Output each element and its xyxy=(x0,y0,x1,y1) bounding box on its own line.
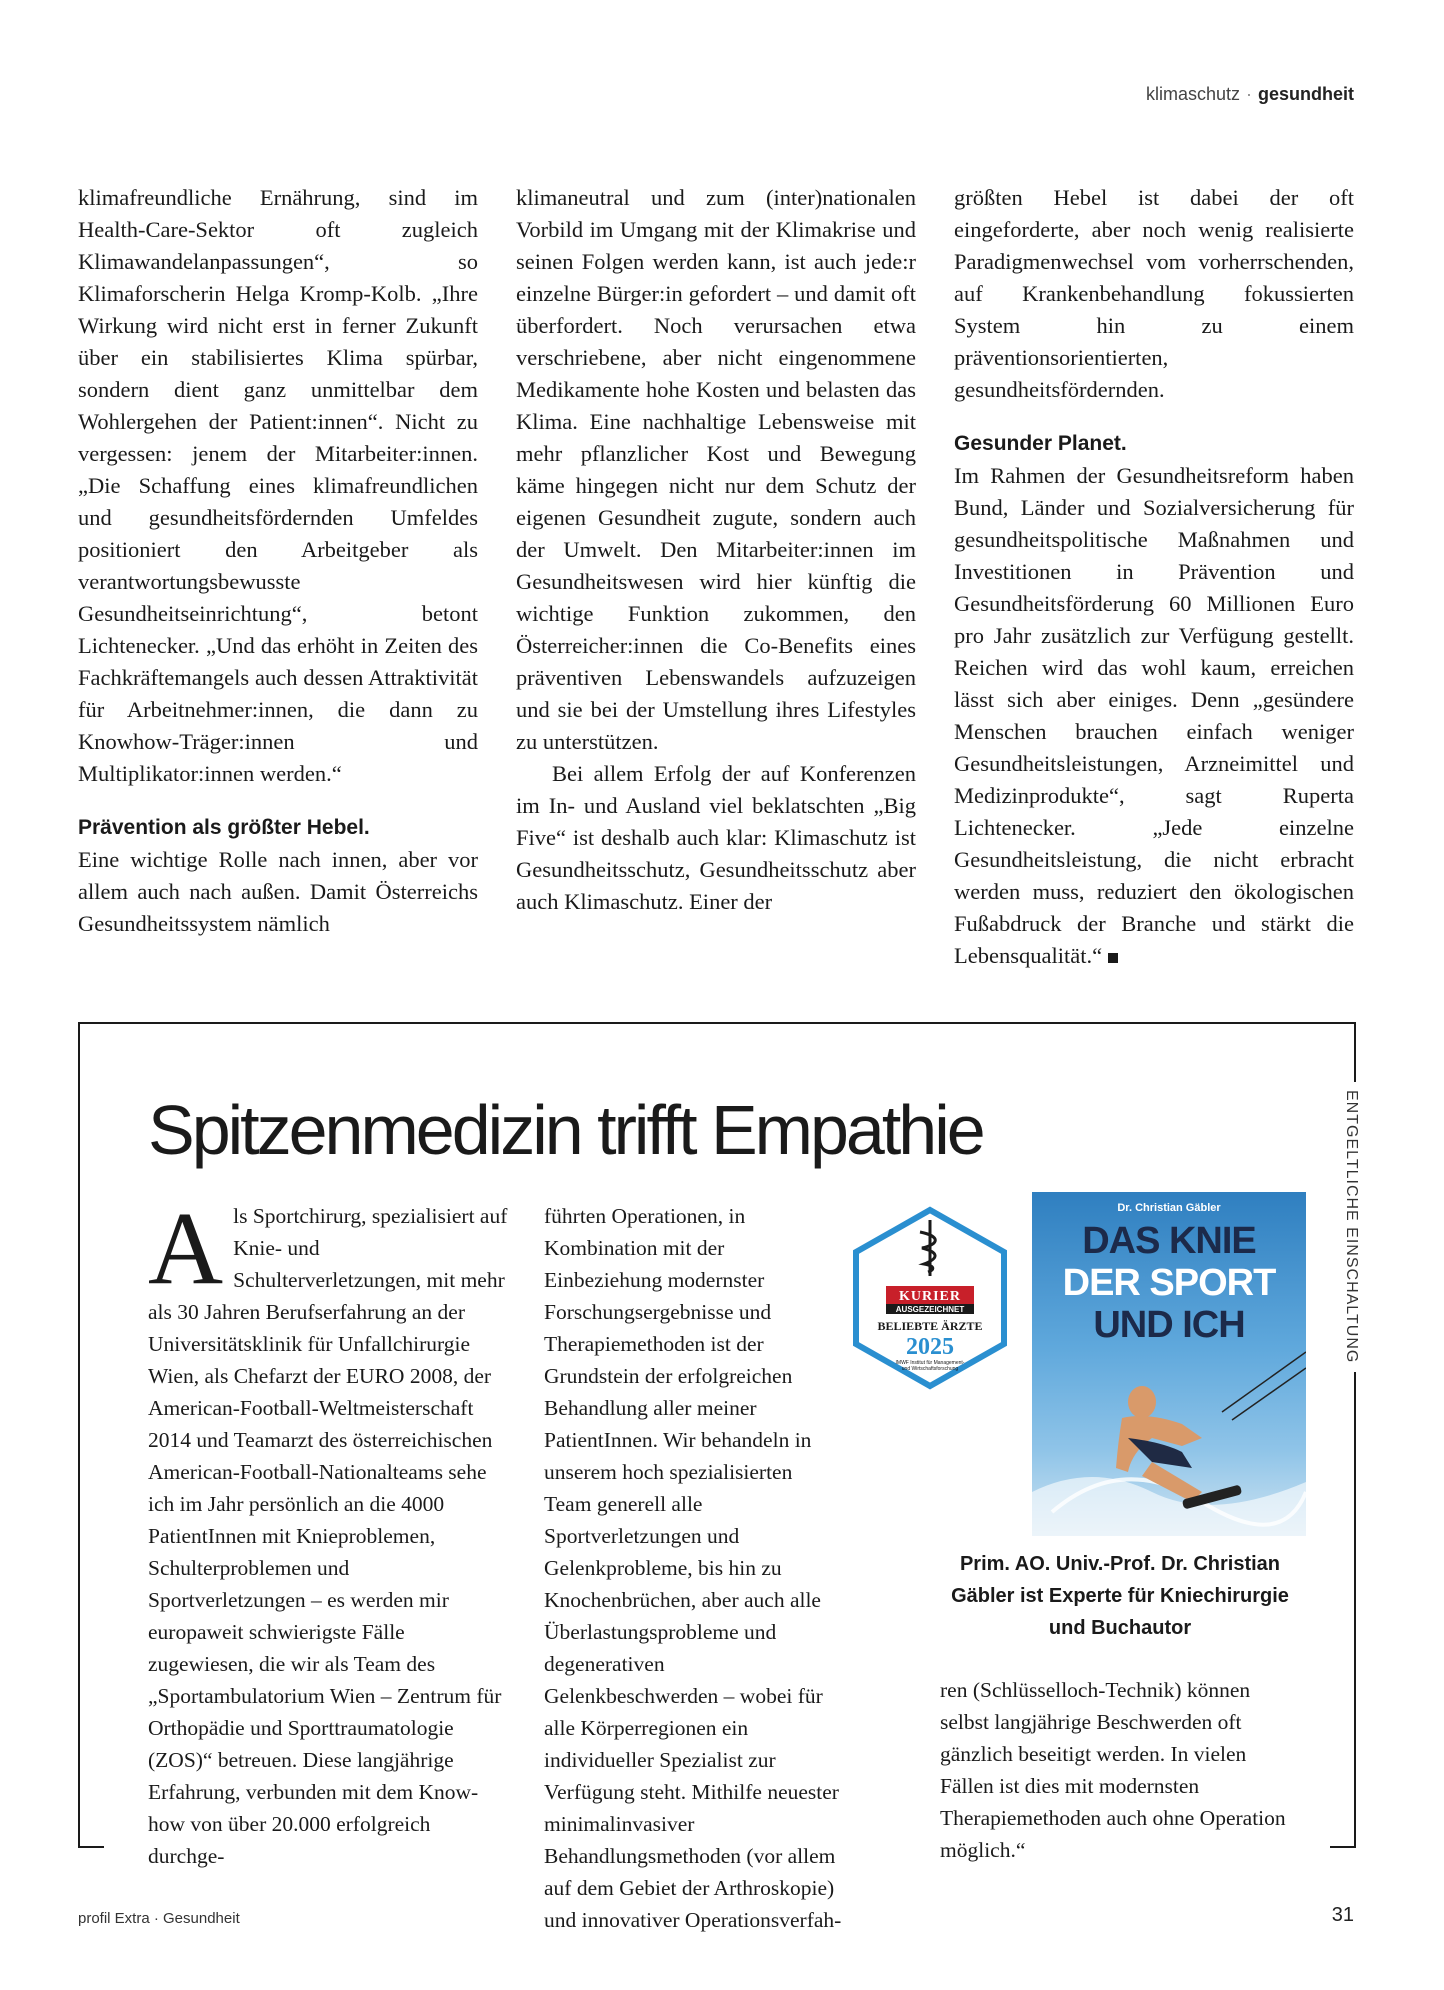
header-separator: · xyxy=(1245,84,1252,104)
ad-frame-left xyxy=(78,1022,80,1846)
image-caption: Prim. AO. Univ.-Prof. Dr. Christian Gäbler ist Experte für Kniechirurgie und Buchautor xyxy=(951,1553,1289,1639)
paragraph: Bei allem Erfolg der auf Konferenzen im In- und Ausland viel beklatschten „Big Five“ ist deshalb auch klar: Klimaschutz ist Gesundheitsschutz, Gesundheitsschutz aber auch Klimaschutz. Einer der xyxy=(516,761,916,914)
book-title-line-3: UND ICH xyxy=(1093,1304,1245,1346)
article-column-1 xyxy=(78,182,478,940)
badge-small-1: IMWF Institut für Management- xyxy=(895,1360,965,1366)
ad-paragraph xyxy=(148,1191,508,1872)
badge-year: 2025 xyxy=(906,1334,954,1360)
ad-frame-right-bottom xyxy=(1354,1372,1356,1846)
ad-disclosure-label: ENTGELTLICHE EINSCHALTUNG xyxy=(1343,1090,1360,1364)
drop-cap: A xyxy=(148,1191,224,1306)
subheading: Gesunder Planet. xyxy=(954,432,1127,455)
paragraph: klimafreundliche Ernährung, sind im Health-Care-Sektor oft zugleich Klimawandelanpassungen“, so Klimaforscherin Helga Kromp-Kolb. „Ihre Wirkung wird nicht erst in ferner Zukunft über ein stabilisiertes Klima spürbar, sondern dient ganz unmittelbar dem Wohlergehen der Patient:innen“. Nicht zu vergessen: jenem der Mitarbeiter:innen. „Die Schaffung eines klimafreundlichen und gesundheitsfördernden Umfeldes positioniert den Arbeitgeber als verantwortungsbewusste Gesundheitseinrichtung“, betont Lichtenecker. „Und das erhöht in Zeiten des Fachkräftemangels auch dessen Attraktivität für Arbeitnehmer:innen, die dann zu Knowhow-Träger:innen und Multiplikator:innen werden.“ xyxy=(78,185,478,786)
article-column-2 xyxy=(516,182,916,918)
ad-frame-right-top xyxy=(1354,1022,1356,1082)
header-topic: gesundheit xyxy=(1257,84,1354,104)
paragraph-text: Im Rahmen der Gesundheitsreform haben Bund, Länder und Sozialversicherung für gesundheitspolitische Maßnahmen und Investitionen in Prävention und Gesundheitsförderung 60 Millionen Euro pro Jahr zusätzlich zur Verfügung gestellt. Reichen wird das wohl kaum, erreichen lässt sich aber einiges. Denn „gesündere Menschen brauchen einfach weniger Gesundheitsleistungen, Arzneimittel und Medizinprodukte“, sagt Ruperta Lichtenecker. „Jede einzelne Gesundheitsleistung, die nicht erbracht werden muss, reduziert den ökologischen Fußabdruck der Branche und stärkt die Lebensqualität.“ xyxy=(954,463,1354,968)
footer-publication: profil Extra · Gesundheit xyxy=(78,1910,240,1927)
subheading: Prävention als größter Hebel. xyxy=(78,816,370,839)
article-column-3 xyxy=(954,182,1354,972)
ad-frame-bottom-left xyxy=(78,1846,104,1848)
paragraph: klimaneutral und zum (inter)nationalen Vorbild im Umgang mit der Klimakrise und seinen Folgen werden kann, ist auch jede:r einzelne Bürger:in gefordert – und damit oft überfordert. Noch verursachen etwa verschriebene, aber nicht eingenommene Medikamente hohe Kosten und belasten das Klima. Eine nachhaltige Lebensweise mit mehr pflanzlicher Kost und Bewegung käme hingegen nicht nur dem Schutz der eigenen Gesundheit zugute, sondern auch der Umwelt. Den Mitarbeiter:innen im Gesundheitswesen wird hier künftig die wichtige Funktion zukommen, den Österreicher:innen die Co-Benefits eines präventiven Lebenswandels aufzuzeigen und sie bei der Umstellung ihres Lifestyles zu unterstützen. xyxy=(516,185,916,754)
paragraph: Eine wichtige Rolle nach innen, aber vor allem auch nach außen. Damit Österreichs Gesundheitssystem nämlich xyxy=(78,847,478,936)
ad-column-3 xyxy=(940,1674,1300,1866)
ad-frame-top xyxy=(78,1022,1356,1024)
paragraph xyxy=(954,460,1354,972)
ad-paragraph-text: ls Sportchirurg, spezialisiert auf Knie- und Schulterverletzungen, mit mehr als 30 Jahren Berufserfahrung an der Universitätsklinik für Unfallchirurgie Wien, als Chefarzt der EURO 2008, der American-Football-Weltmeisterschaft 2014 und Teamarzt des österreichischen American-Football-Nationalteams sehe ich im Jahr persönlich an die 4000 PatientInnen mit Knieproblemen, Schulterproblemen und Sportverletzungen – es werden mir europaweit schwierigste Fälle zugewiesen, die wir als Team des „Sportambulatorium Wien – Zentrum für Orthopädie und Sporttraumatologie (ZOS)“ betreuen. Diese langjährige Erfahrung, verbunden mit dem Know-how von über 20.000 erfolgreich durchge- xyxy=(148,1204,508,1868)
kitesurfer-image xyxy=(1032,1342,1306,1536)
header-section: klimaschutz xyxy=(1145,84,1240,104)
end-mark-icon xyxy=(1108,953,1118,963)
ad-title: Spitzenmedizin trifft Empathie xyxy=(148,1091,983,1169)
book-title-line-1: DAS KNIE xyxy=(1082,1220,1256,1262)
book-title-line-2: DER SPORT xyxy=(1062,1262,1276,1304)
badge-brand: KURIER xyxy=(898,1289,962,1304)
ad-frame-bottom-right xyxy=(1330,1846,1356,1848)
book-cover xyxy=(1032,1192,1306,1536)
book-author: Dr. Christian Gäbler xyxy=(1117,1202,1221,1214)
page-number: 31 xyxy=(1331,1904,1354,1926)
ad-column-2 xyxy=(544,1200,844,1936)
paragraph: größten Hebel ist dabei der oft eingeforderte, aber noch wenig realisierte Paradigmenwechsel vom vorherrschenden, auf Krankenbehandlung fokussierten System hin zu einem präventionsorientierten, gesundheitsfördernden. xyxy=(954,185,1354,402)
book-title xyxy=(1032,1220,1306,1346)
badge-small-2: und Wirtschaftsforschung xyxy=(901,1366,959,1372)
ad-paragraph: führten Operationen, in Kombination mit der Einbeziehung modernster Forschungsergebnisse und Therapiemethoden ist der Grundstein der erfolgreichen Behandlung aller meiner PatientInnen. Wir behandeln in unserem hoch spezialisierten Team generell alle Sportverletzungen und Gelenkprobleme, bis hin zu Knochenbrüchen, aber auch alle Überlastungsprobleme und degenerativen Gelenkbeschwerden – wobei für alle Körperregionen ein individueller Spezialist zur Verfügung steht. Mithilfe neuester minimalinvasiver Behandlungsmethoden (vor allem auf dem Gebiet der Arthroskopie) und innovativer Operationsverfah- xyxy=(544,1204,842,1932)
ad-column-1 xyxy=(148,1191,508,1872)
badge-sub: AUSGEZEICHNET xyxy=(895,1305,965,1314)
running-header xyxy=(1146,84,1354,105)
ad-paragraph: ren (Schlüsselloch-Technik) können selbst langjährige Beschwerden oft gänzlich beseitigt werden. In vielen Fällen ist dies mit modernsten Therapiemethoden auch ohne Operation möglich.“ xyxy=(940,1678,1286,1862)
award-badge-icon xyxy=(850,1206,1010,1390)
badge-line: BELIEBTE ÄRZTE xyxy=(877,1319,983,1333)
